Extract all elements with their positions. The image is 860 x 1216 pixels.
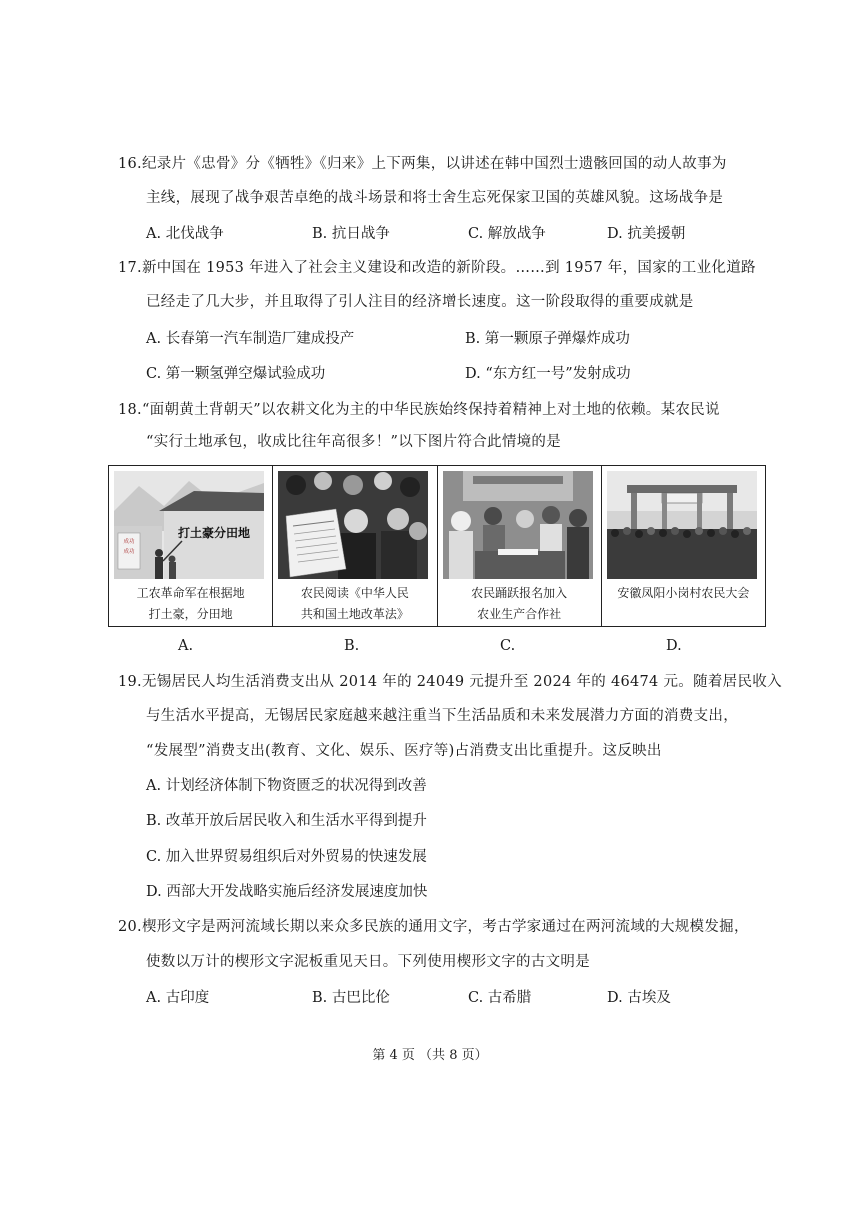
q16-option-d: D. 抗美援朝 [607,226,686,242]
q17-option-c: C. 第一颗氢弹空爆试验成功 [146,366,326,382]
q17-line-2: 已经走了几大步，并且取得了引人注目的经济增长速度。这一阶段取得的重要成就是 [146,294,694,310]
q18-line-1: 18.“面朝黄土背朝天”以农耕文化为主的中华民族始终保持着精神上对土地的依赖。某农民说 [118,402,720,418]
q19-line-1: 19.无锡居民人均生活消费支出从 2014 年的 24049 元提升至 2024 年的 46474 元。随着居民收入 [118,674,782,690]
caption-a-line-2: 打土豪，分田地 [148,607,233,621]
wall-slogan-illustration [114,471,264,579]
q19-option-b: B. 改革开放后居民收入和生活水平得到提升 [146,813,427,829]
q20-option-a: A. 古印度 [146,990,210,1006]
farmers-reading-photo [278,471,428,579]
svg-text:成功: 成功 [123,549,135,555]
wall-slogan-text: 打土豪分田地 [177,526,251,540]
q17-line-1: 17.新中国在 1953 年进入了社会主义建设和改造的新阶段。……到 1957 年，国家的工业化道路 [118,260,756,276]
q19-line-3: “发展型”消费支出(教育、文化、娱乐、医疗等)占消费支出比重提升。这反映出 [146,743,662,759]
q18-caption-a [113,583,268,625]
q18-picture-c [438,466,602,626]
q19-option-a: A. 计划经济体制下物资匮乏的状况得到改善 [146,778,427,794]
q20-option-d: D. 古埃及 [607,990,671,1006]
q18-line-2: “实行土地承包，收成比往年高很多！”以下图片符合此情境的是 [146,434,562,450]
q18-caption-c [442,583,597,625]
caption-d-line-1: 安徽凤阳小岗村农民大会 [617,586,750,600]
caption-c-line-2: 农业生产合作社 [477,607,562,621]
q17-option-a: A. 长春第一汽车制造厂建成投产 [146,331,355,347]
cooperative-signup-photo [443,471,593,579]
q18-picture-a [109,466,273,626]
q18-caption-b [277,583,432,625]
caption-b-line-2: 共和国土地改革法》 [300,607,409,621]
q17-option-b: B. 第一颗原子弹爆炸成功 [465,331,630,347]
q16-option-c: C. 解放战争 [468,226,546,242]
q18-picture-d [602,466,765,626]
caption-a-line-1: 工农革命军在根据地 [136,586,245,600]
q16-line-2: 主线，展现了战争艰苦卓绝的战斗场景和将士舍生忘死保家卫国的英雄风貌。这场战争是 [146,190,724,206]
q20-option-c: C. 古希腊 [468,990,532,1006]
q18-label-b: B. [344,638,360,654]
page-footer: 第 4 页 （共 8 页） [372,1048,488,1063]
svg-text:成功: 成功 [123,539,135,545]
q16-line-1: 16.纪录片《忠骨》分《牺牲》《归来》上下两集，以讲述在韩中国烈士遗骸回国的动人故事为 [118,156,727,172]
caption-c-line-1: 农民踊跃报名加入 [471,586,568,600]
q18-label-d: D. [666,638,682,654]
q19-option-c: C. 加入世界贸易组织后对外贸易的快速发展 [146,849,427,865]
q16-option-b: B. 抗日战争 [312,226,390,242]
q19-option-d: D. 西部大开发战略实施后经济发展速度加快 [146,884,428,900]
q17-option-d: D. “东方红一号”发射成功 [465,366,631,382]
q19-line-2: 与生活水平提高，无锡居民家庭越来越注重当下生活品质和未来发展潜力方面的消费支出， [146,708,738,724]
q20-line-1: 20.楔形文字是两河流域长期以来众多民族的通用文字，考古学家通过在两河流域的大规模发掘， [118,919,749,935]
q18-picture-b [273,466,437,626]
q20-line-2: 使数以万计的楔形文字泥板重见天日。下列使用楔形文字的古文明是 [146,954,590,970]
caption-b-line-1: 农民阅读《中华人民 [300,586,409,600]
q20-option-b: B. 古巴比伦 [312,990,390,1006]
q18-caption-d [606,583,761,604]
village-meeting-photo [607,471,757,579]
q18-picture-table [108,465,766,627]
q18-label-c: C. [500,638,516,654]
q18-label-a: A. [178,638,194,654]
q16-option-a: A. 北伐战争 [146,226,224,242]
